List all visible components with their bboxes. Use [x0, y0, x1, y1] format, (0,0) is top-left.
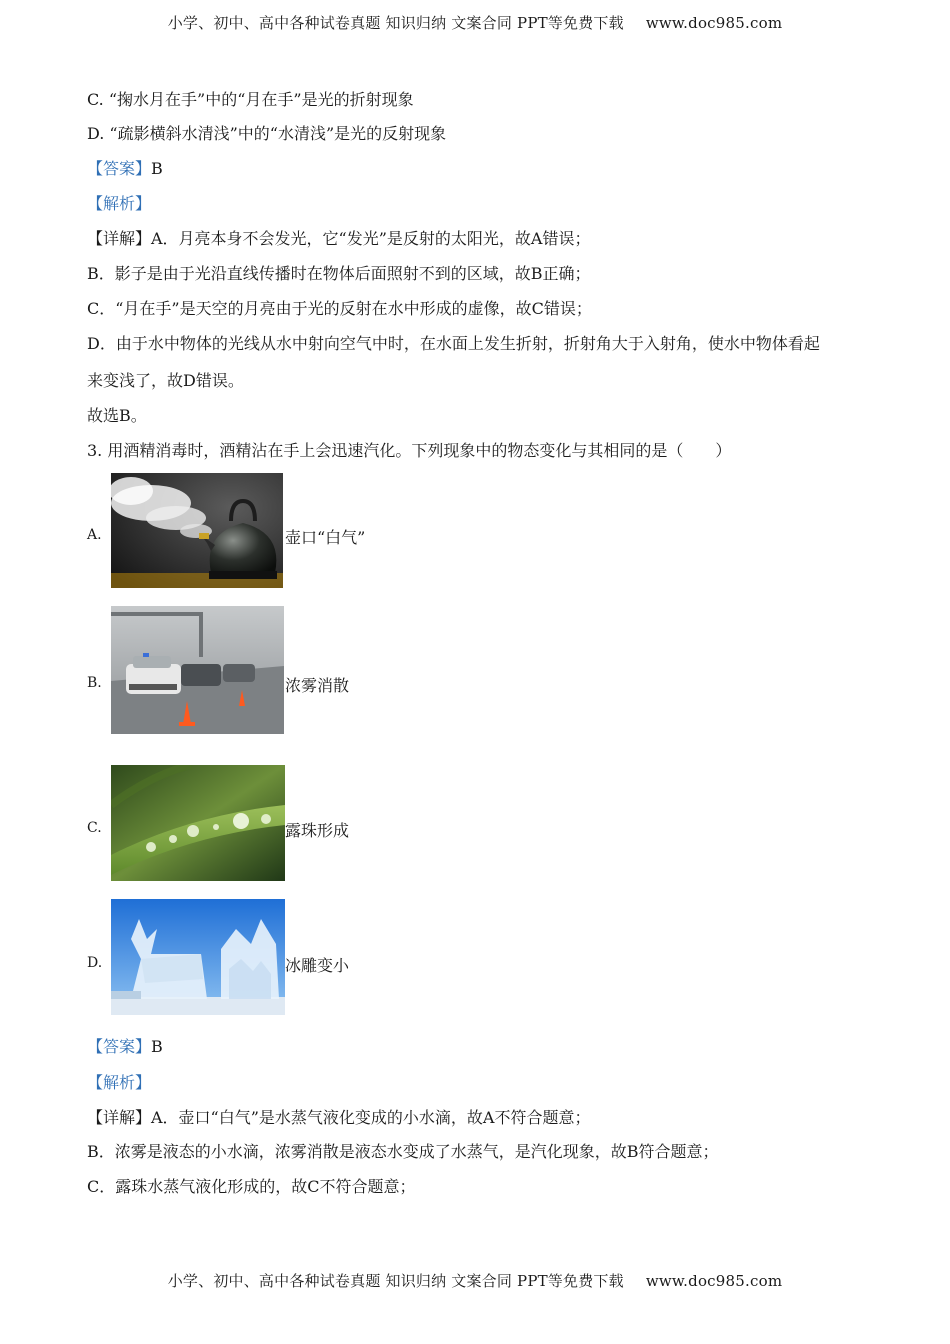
q2-option-c: C. “掬水月在手”中的“月在手”是光的折射现象 — [87, 90, 414, 109]
q3-detail-c: C．露珠水蒸气液化形成的，故C不符合题意； — [87, 1177, 416, 1196]
answer-tag: 【答案】 — [87, 1037, 152, 1056]
q3-option-a-text: 壶口“白气” — [285, 528, 366, 547]
answer-tag: 【答案】 — [87, 159, 152, 178]
q3-option-d-text: 冰雕变小 — [285, 956, 350, 975]
answer-value: B — [151, 1037, 163, 1056]
q2-answer — [87, 158, 163, 180]
q2-detail-d-line1: D．由于水中物体的光线从水中射向空气中时，在水面上发生折射，折射角大于入射角，使水中物体看起 — [87, 334, 820, 353]
q2-detail-d-line2: 来变浅了，故D错误。 — [87, 371, 244, 390]
q3-stem: 3. 用酒精消毒时，酒精沾在手上会迅速汽化。下列现象中的物态变化与其相同的是（ ） — [87, 441, 732, 460]
kettle-steam-photo — [111, 473, 283, 588]
q3-analysis-tag: 【解析】 — [87, 1073, 152, 1092]
q3-detail-b: B．浓雾是液态的小水滴，浓雾消散是液态水变成了水蒸气，是汽化现象，故B符合题意； — [87, 1142, 719, 1161]
q3-detail-a: 【详解】A．壶口“白气”是水蒸气液化变成的小水滴，故A不符合题意； — [87, 1108, 591, 1127]
page-header — [0, 12, 950, 33]
answer-value: B — [151, 159, 163, 178]
q2-option-d: D. “疏影横斜水清浅”中的“水清浅”是光的反射现象 — [87, 124, 447, 143]
q3-option-a-letter: A. — [87, 527, 102, 543]
q3-option-b-text: 浓雾消散 — [285, 676, 350, 695]
q3-option-b-letter: B. — [87, 675, 102, 691]
q2-detail-a: 【详解】A．月亮本身不会发光，它“发光”是反射的太阳光，故A错误； — [87, 229, 591, 248]
q3-answer — [87, 1036, 163, 1058]
footer-text: 小学、初中、高中各种试卷真题 知识归纳 文案合同 PPT等免费下载 — [167, 1272, 624, 1290]
q2-detail-b: B．影子是由于光沿直线传播时在物体后面照射不到的区域，故B正确； — [87, 264, 591, 283]
q3-option-d-letter: D. — [87, 955, 103, 971]
page-footer — [0, 1270, 950, 1291]
footer-site-link[interactable]: www.doc985.com — [645, 1272, 783, 1290]
header-site-link[interactable]: www.doc985.com — [645, 14, 783, 32]
q2-analysis-tag: 【解析】 — [87, 194, 152, 213]
q2-detail-c: C．“月在手”是天空的月亮由于光的反射在水中形成的虚像，故C错误； — [87, 299, 592, 318]
q2-conclusion: 故选B。 — [87, 406, 147, 425]
q3-option-c-letter: C. — [87, 820, 102, 836]
ice-sculpture-photo — [111, 899, 285, 1015]
header-text: 小学、初中、高中各种试卷真题 知识归纳 文案合同 PPT等免费下载 — [167, 14, 624, 32]
q3-option-c-text: 露珠形成 — [285, 821, 350, 840]
foggy-road-photo — [111, 606, 284, 734]
dew-on-leaf-photo — [111, 765, 285, 881]
